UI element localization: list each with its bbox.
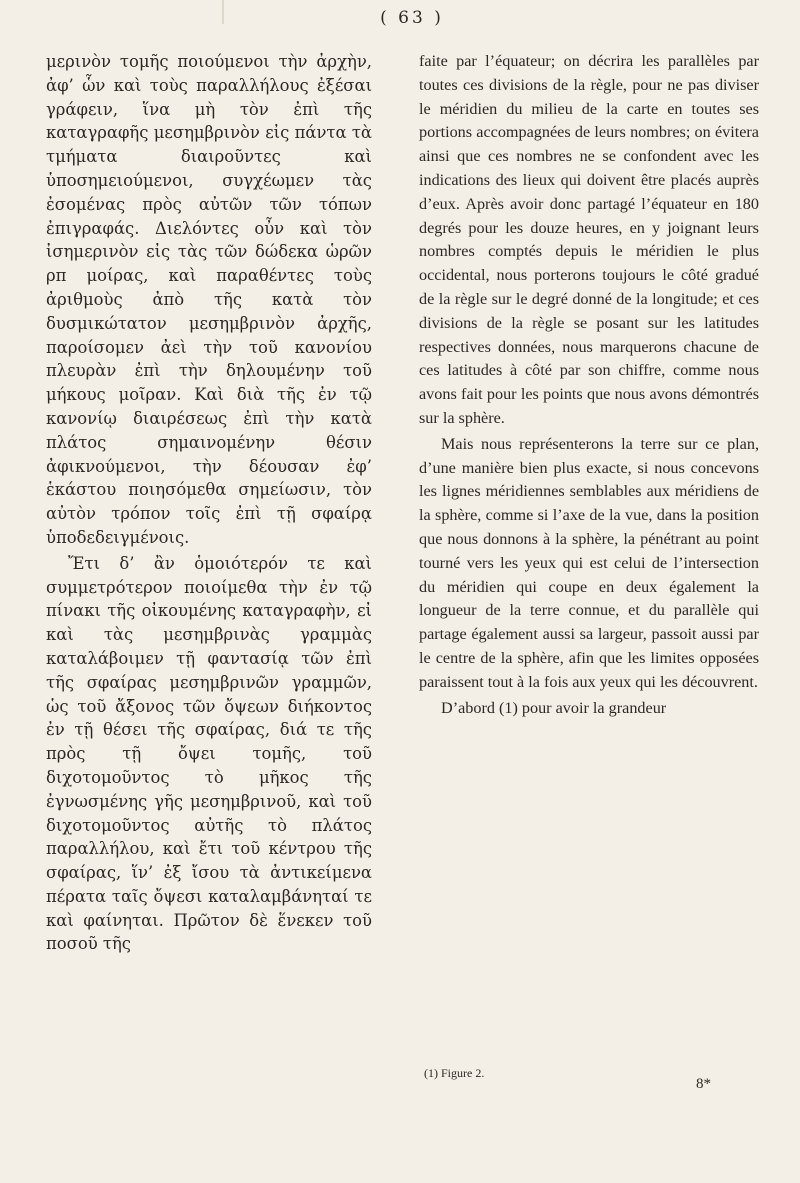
greek-paragraph-2: Ἔτι δ’ ἂν ὁμοιότερόν τε καὶ συμμετρότερον ποιοίμεθα τὴν ἐν τῷ πίνακι τῆς οἰκουμένης καταγραφὴν, εἰ καὶ τὰς μεσημβρινὰς γραμμὰς καταλάβοιμεν τῇ φαντασίᾳ τῶν ἐπὶ τῆς σφαίρας μεσημβρινῶν γραμμῶν, ὡς τοῦ ἄξονος τῶν ὄψεων διήκοντος ἐν τῇ θέσει τῆς σφαίρας, διά τε τῆς πρὸς τῇ ὄψει τομῆς, τοῦ διχοτομοῦντος τὸ μῆκος τῆς ἐγνωσμένης γῆς μεσημβρινοῦ, καὶ τοῦ διχοτομοῦντος αὐτῆς τὸ πλάτος παραλλήλου, καὶ ἔτι τοῦ κέντρου τῆς σφαίρας, ἵν’ ἐξ ἴσου τὰ ἀντικείμενα πέρατα ταῖς ὄψεσι καταλαμβάνηταί τε καὶ φαίνηται. Πρῶτον δὲ ἕνεκεν τοῦ ποσοῦ τῆς [46, 553, 372, 954]
french-column [419, 50, 759, 720]
footnote: (1) Figure 2. [424, 1066, 485, 1080]
signature-mark: 8* [696, 1076, 711, 1092]
page-edge-mark [222, 0, 224, 24]
greek-paragraph-1: μερινὸν τομῆς ποιούμενοι τὴν ἀρχὴν, ἀφ’ ὧν καὶ τοὺς παραλλήλους ἐξέσαι γράφειν, ἵνα μὴ τὸν ἐπὶ τῆς καταγραφῆς μεσημβρινὸν εἰς πάντα τὰ τμήματα διαιροῦντες καὶ ὑποσημειούμενοι, συγχέωμεν τὰς ἐσομένας πρὸς αὐτῶν τῶν τόπων ἐπιγραφάς. Διελόντες οὖν καὶ τὸν ἰσημερινὸν εἰς τὰς τῶν δώδεκα ὡρῶν ρπ μοίρας, καὶ παραθέντες τοὺς ἀριθμοὺς ἀπὸ τῆς κατὰ τὸν δυσμικώτατον μεσημβρινὸν ἀρχῆς, παροίσομεν ἀεὶ τὴν τοῦ κανονίου πλευρὰν ἐπὶ τὴν δηλουμένην τοῦ μήκους μοῖραν. Καὶ διὰ τῆς ἐν τῷ κανονίῳ διαιρέσεως ἐπὶ τὴν κατὰ πλάτος σημαινομένην θέσιν ἀφικνούμενοι, τὴν δέουσαν ἐφ’ ἑκάστου ποιησόμεθα σημείωσιν, τὸν αὐτὸν τρόπον τοῖς ἐπὶ τῇ σφαίρᾳ ὑποδεδειγμένοις. [46, 52, 372, 547]
page-number: ( 63 ) [380, 8, 444, 28]
french-paragraph-3: D’abord (1) pour avoir la grandeur [441, 698, 667, 717]
french-paragraph-1: faite par l’équateur; on décrira les parallèles par toutes ces divisions de la règle, pour ne pas diviser le méridien du milieu de la carte en toutes ses portions accompagnées de leurs nombres; on évitera ainsi que ces nombres ne se confondent avec les indications des lieux qui doivent être placés auprès d’eux. Après avoir donc partagé l’équateur en 180 degrés pour les douze heures, en y joignant leurs nombres comptés depuis le méridien le plus occidental, nous porterons toujours le côté gradué de la règle sur le degré donné de la longitude; et ces divisions de la règle se posant sur les latitudes respectives données, nous marquerons chacune de ces latitudes à côté par son chiffre, comme nous avons fait pour les points que nous avons démontrés sur la sphère. [419, 52, 759, 427]
french-paragraph-2: Mais nous représenterons la terre sur ce plan, d’une manière bien plus exacte, si nous concevons les lignes méridiennes semblables aux méridiens de la sphère, comme si l’axe de la vue, dans la position que nous donnons à la sphère, la pénétrant au point tourné vers les yeux qui est celui de l’intersection du méridien qui coupe en deux également la longueur de la terre connue, et du parallèle qui partage également aussi sa largeur, passoit aussi par le centre de la sphère, afin que les limites opposées paraissent tout à la fois aux yeux qui les découvrent. [419, 434, 759, 691]
greek-column [46, 50, 372, 956]
